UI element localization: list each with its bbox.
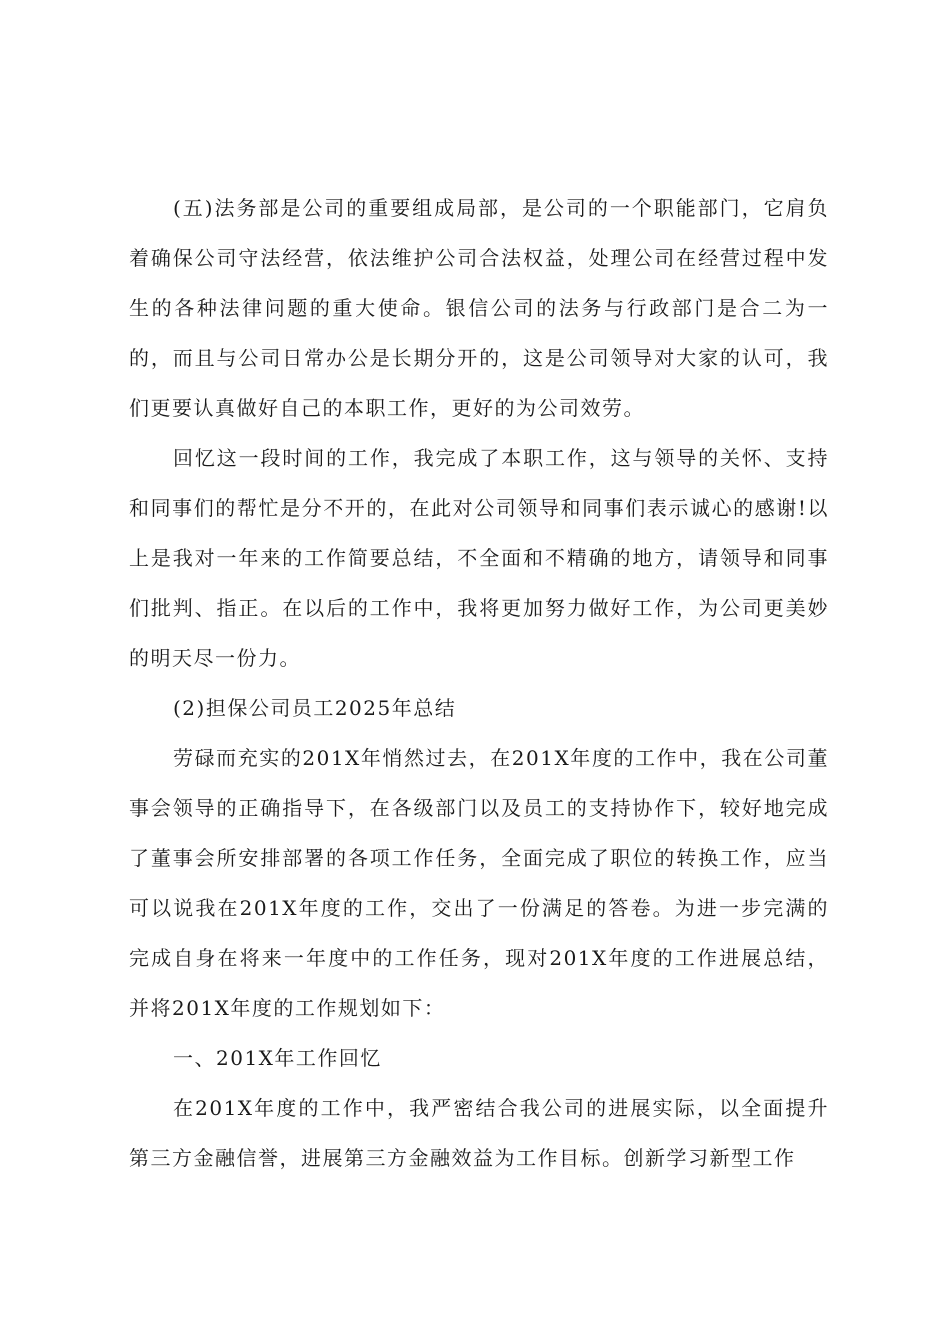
- paragraph-legal-department: (五)法务部是公司的重要组成局部，是公司的一个职能部门，它肩负着确保公司守法经营，依法维护公司合法权益，处理公司在经营过程中发生的各种法律问题的重大使命。银信公司的法务与行政部门是合二为一的，而且与公司日常办公是长期分开的，这是公司领导对大家的认可，我们更要认真做好自己的本职工作，更好的为公司效劳。: [129, 196, 829, 420]
- paragraph-year-overview: 劳碌而充实的201X年悄然过去，在201X年度的工作中，我在公司董事会领导的正确指导下，在各级部门以及员工的支持协作下，较好地完成了董事会所安排部署的各项工作任务，全面完成了职位的转换工作，应当可以说我在201X年度的工作，交出了一份满足的答卷。为进一步完满的完成自身在将来一年度中的工作任务，现对201X年度的工作进展总结，并将201X年度的工作规划如下：: [129, 746, 829, 1020]
- section-title-guarantee-summary: (2)担保公司员工2025年总结: [173, 696, 457, 720]
- paragraph-review-thanks: 回忆这一段时间的工作，我完成了本职工作，这与领导的关怀、支持和同事们的帮忙是分不开的，在此对公司领导和同事们表示诚心的感谢!以上是我对一年来的工作简要总结，不全面和不精确的地方，请领导和同事们批判、指正。在以后的工作中，我将更加努力做好工作，为公司更美妙的明天尽一份力。: [129, 446, 829, 670]
- section-heading-work-review: 一、201X年工作回忆: [173, 1046, 382, 1070]
- document-body: [129, 183, 829, 1183]
- paragraph-work-goals: 在201X年度的工作中，我严密结合我公司的进展实际，以全面提升第三方金融信誉，进展第三方金融效益为工作目标。创新学习新型工作: [129, 1096, 829, 1170]
